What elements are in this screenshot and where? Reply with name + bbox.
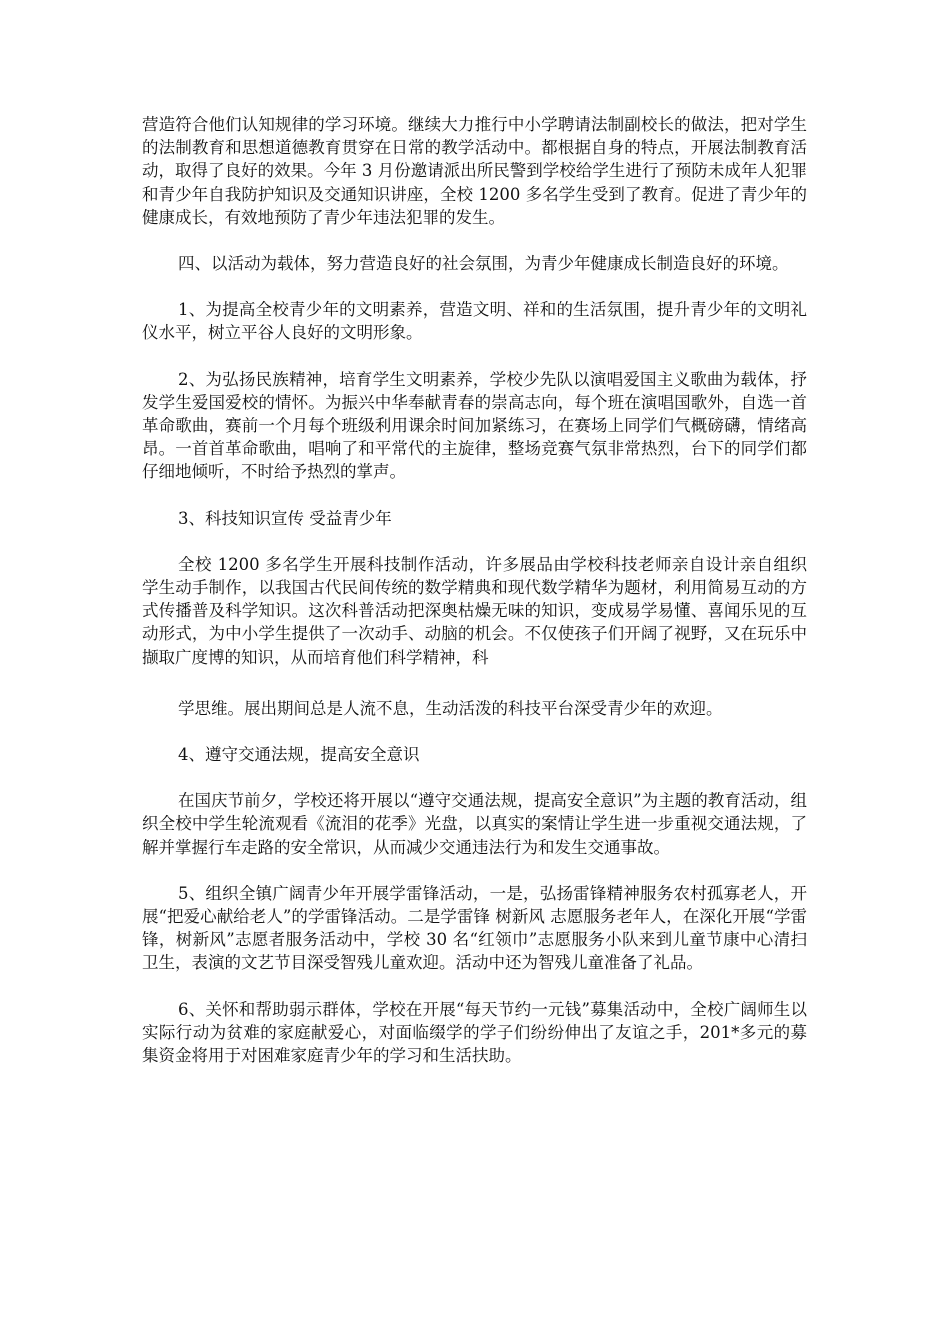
paragraph-item-4-heading: 4、遵守交通法规，提高安全意识 [178, 745, 420, 765]
paragraph-intro: 营造符合他们认知规律的学习环境。继续大力推行中小学聘请法制副校长的做法，把对学生的法制教育和思想道德教育贯穿在日常的教学活动中。都根据自身的特点，开展法制教育活动，取得了良好的效果。今年 3 月份邀请派出所民警到学校给学生进行了预防未成年人犯罪和青少年自我防护知识及交通知识讲座，全校 1200 多名学生受到了教育。促进了青少年的健康成长，有效地预防了青少年违法犯罪的发生。 [142, 115, 807, 227]
paragraph-spacer [142, 859, 807, 882]
paragraph-spacer [142, 766, 807, 789]
paragraph-spacer [142, 275, 807, 298]
paragraph-spacer [142, 484, 807, 507]
paragraph-spacer [142, 975, 807, 998]
document-body [142, 113, 807, 1067]
paragraph-item-5: 5、组织全镇广阔青少年开展学雷锋活动，一是，弘扬雷锋精神服务农村孤寡老人，开展“把爱心献给老人”的学雷锋活动。二是学雷锋 树新风 志愿服务老年人，在深化开展“学雷锋，树新风”志愿者服务活动中，学校 30 名“红领巾”志愿服务小队来到儿童节康中心清扫卫生，表演的文艺节目深受智残儿童欢迎。活动中还为智残儿童准备了礼品。 [142, 883, 807, 973]
paragraph-item-3-continuation: 学思维。展出期间总是人流不息，生动活泼的科技平台深受青少年的欢迎。 [178, 698, 723, 718]
paragraph-item-1: 1、为提高全校青少年的文明素养，营造文明、祥和的生活氛围，提升青少年的文明礼仪水平，树立平谷人良好的文明形象。 [142, 300, 807, 343]
section-heading-four: 四、以活动为载体，努力营造良好的社会氛围，为青少年健康成长制造良好的环境。 [178, 254, 789, 274]
paragraph-item-3-body: 全校 1200 多名学生开展科技制作活动，许多展品由学校科技老师亲自设计亲自组织学生动手制作，以我国古代民间传统的数学精典和现代数学精华为题材，利用简易互动的方式传播普及科学知识。这次科普活动把深奥枯燥无味的知识，变成易学易懂、喜闻乐见的互动形式，为中小学生提供了一次动手、动脑的机会。不仅使孩子们开阔了视野，又在玩乐中撷取广度博的知识，从而培育他们科学精神，科 [142, 554, 807, 667]
paragraph-item-4-body: 在国庆节前夕，学校还将开展以“遵守交通法规，提高安全意识”为主题的教育活动，组织全校中学生轮流观看《流泪的花季》光盘，以真实的案情让学生进一步重视交通法规，了解并掌握行车走路的安全常识，从而减少交通违法行为和发生交通事故。 [142, 791, 807, 857]
paragraph-spacer [142, 530, 807, 553]
paragraph-spacer [142, 345, 807, 368]
paragraph-spacer [142, 720, 807, 743]
paragraph-item-2: 2、为弘扬民族精神，培育学生文明素养，学校少先队以演唱爱国主义歌曲为载体，抒发学生爱国爱校的情怀。为振兴中华奉献青春的崇高志向，每个班在演唱国歌外，自选一首革命歌曲，赛前一个月每个班级利用课余时间加紧练习，在赛场上同学们气概磅礴，情绪高昂。一首首革命歌曲，唱响了和平常代的主旋律，整场竞赛气氛非常热烈，台下的同学们都仔细地倾听，不时给予热烈的掌声。 [142, 369, 807, 482]
paragraph-item-3-heading: 3、科技知识宣传 受益青少年 [178, 508, 392, 528]
paragraph-spacer [142, 229, 807, 252]
paragraph-spacer [142, 669, 807, 697]
paragraph-item-6: 6、关怀和帮助弱示群体，学校在开展“每天节约一元钱”募集活动中，全校广阔师生以实际行动为贫难的家庭献爱心，对面临缀学的学子们纷纷伸出了友谊之手，201*多元的募集资金将用于对困难家庭青少年的学习和生活扶助。 [142, 999, 807, 1066]
